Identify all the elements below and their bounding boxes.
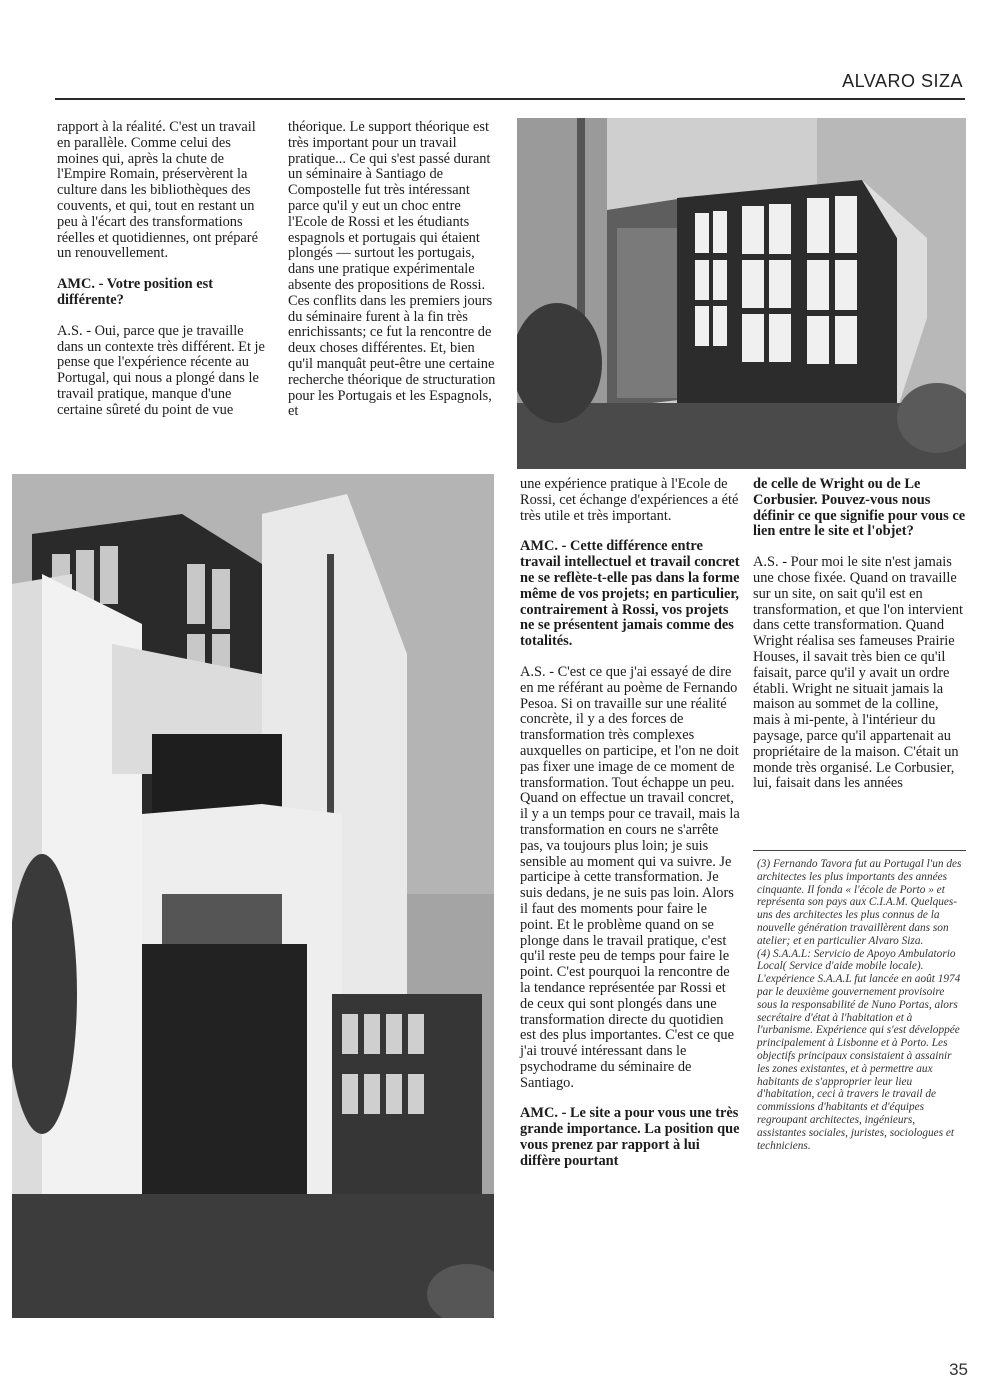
question-difference: AMC. - Cette différence entre travail intellectuel et travail concret ne se reflète-t-elle pas dans la forme même de vos projets; en particulier, contrairement à Rossi, vos projets ne se présentent jamais comme des totalités. [520, 538, 740, 650]
footnotes [757, 858, 966, 1152]
photo-building [12, 474, 494, 1318]
photo-pavilion-image [517, 118, 966, 469]
footnotes-rule [753, 850, 966, 851]
photo-pavilion [517, 118, 966, 469]
question-site: AMC. - Le site a pour vous une très grande importance. La position que vous prenez par rapport à lui diffère pourtant [520, 1105, 740, 1169]
question-position: AMC. - Votre position est différente? [57, 276, 214, 308]
column-4-paragraph: A.S. - Pour moi le site n'est jamais une chose fixée. Quand on travaille sur un site, on sait qu'il est en transformation, et que l'on intervient dans cette transformation. Quand Wright réalisa ses fameuses Prairie Houses, il savait très bien ce qu'il faisait, parce qu'il y avait un ordre établi. Wright ne situait jamais la maison au sommet de la colline, mais à mi-pente, à l'intérieur du paysage, parce qu'il appartenait au propriétaire de la maison. C'était un monde très organisé. Le Corbusier, lui, faisait dans les années [753, 554, 963, 792]
photo-building-image [12, 474, 494, 1318]
footnote-4: (4) S.A.A.L: Servicio de Apoyo Ambulatorio Local( Service d'aide mobile locale). [757, 947, 956, 973]
text-column-3 [520, 477, 742, 1185]
running-header: ALVARO SIZA [842, 71, 963, 91]
page-number: 35 [949, 1360, 968, 1379]
column-2-paragraph: théorique. Le support théorique est très important pour un travail pratique... Ce qui s'est passé durant un séminaire à Santiago de Compostelle fut très intéressant parce qu'il y eut un choc entre l'Ecole de Rossi et les étudiants espagnols et portugais qui étaient plongés — surtout les portugais, dans une pratique expérimentale absente des propositions de Rossi. Ces conflits dans les premiers jours du séminaire furent à la fin très enrichissants; ce fut la rencontre de deux choses différentes. Et, bien qu'il manquât peut-être une certaine recherche théorique de structuration pour les Portugais et les Espagnols, et [288, 119, 496, 420]
footnote-4-continued: L'expérience S.A.A.L fut lancée en août 1974 par le deuxième gouvernement provisoire sous la responsabilité de Nuno Portas, alors secrétaire d'état à l'habitation et à l'urbanisme. Expérience qui s'est développée principalement à Lisbonne et à Porto. Les objectifs principaux consistaient à assainir les zones existantes, et à permettre aux habitants de s'approprier leur lieu d'habitation, ceci à travers le travail de commissions d'habitants et d'équipes regroupant architectes, ingénieurs, assistantes sociales, juristes, sociologues et techniciens. [757, 973, 961, 1152]
column-1-paragraph: rapport à la réalité. C'est un travail en parallèle. Comme celui des moines qui, après la chute de l'Empire Romain, préservèrent la culture dans les bibliothèques des couvents, et qui, tout en restant un peu à l'écart des transformations réelles et quotidiennes, ont préparé un renouvellement. [57, 119, 258, 262]
question-wright: de celle de Wright ou de Le Corbusier. Pouvez-vous nous définir ce que signifie pour vous ce lien entre le site et l'objet? [753, 476, 966, 540]
column-3-paragraph: A.S. - C'est ce que j'ai essayé de dire en me référant au poème de Fernando Pesoa. Si on travaille sur une réalité concrète, il y a des forces de transformation très complexes auxquelles on participe, et l'on ne doit pas fixer une image de ce moment de transformation. Tout échappe un peu. Quand on effectue un travail concret, il y a un temps pour ce travail, mais la transformation en cours ne s'arrête pas, va toujours plus loin; je suis sensible au moment qui va suivre. Je participe à cette transformation. Je suis dedans, je ne suis pas loin. Alors il faut des moments pour faire le point. Et le problème quand on se plonge dans le travail pratique, c'est qu'il reste peu de temps pour faire le point. C'est pourquoi la rencontre de la tendance représentée par Rossi et de ceux qui sont plongés dans une transformation directe du quotidien est des plus importantes. C'est ce que j'ai trouvé intéressant dans le psychodrame du séminaire de Santiago. [520, 663, 740, 1091]
header-rule [55, 98, 965, 100]
column-1-paragraph: A.S. - Oui, parce que je travaille dans un contexte très différent. Et je pense que l'expérience récente au Portugal, qui nous a plongé dans le travail pratique, manque d'une certaine sûreté du point de vue [57, 322, 265, 418]
column-3-paragraph: une expérience pratique à l'Ecole de Rossi, cet échange d'expériences a été très utile et très important. [520, 476, 739, 524]
text-column-1 [57, 120, 269, 434]
footnote-3: (3) Fernando Tavora fut au Portugal l'un des architectes les plus importants des années cinquante. Il fonda « l'école de Porto » et représenta son pays aux C.I.A.M. Quelques-uns des architectes les plus connus de la nouvelle génération travaillèrent dans son atelier; et en particulier Alvaro Siza. [757, 858, 962, 947]
text-column-2 [288, 120, 498, 435]
text-column-4 [753, 477, 966, 807]
